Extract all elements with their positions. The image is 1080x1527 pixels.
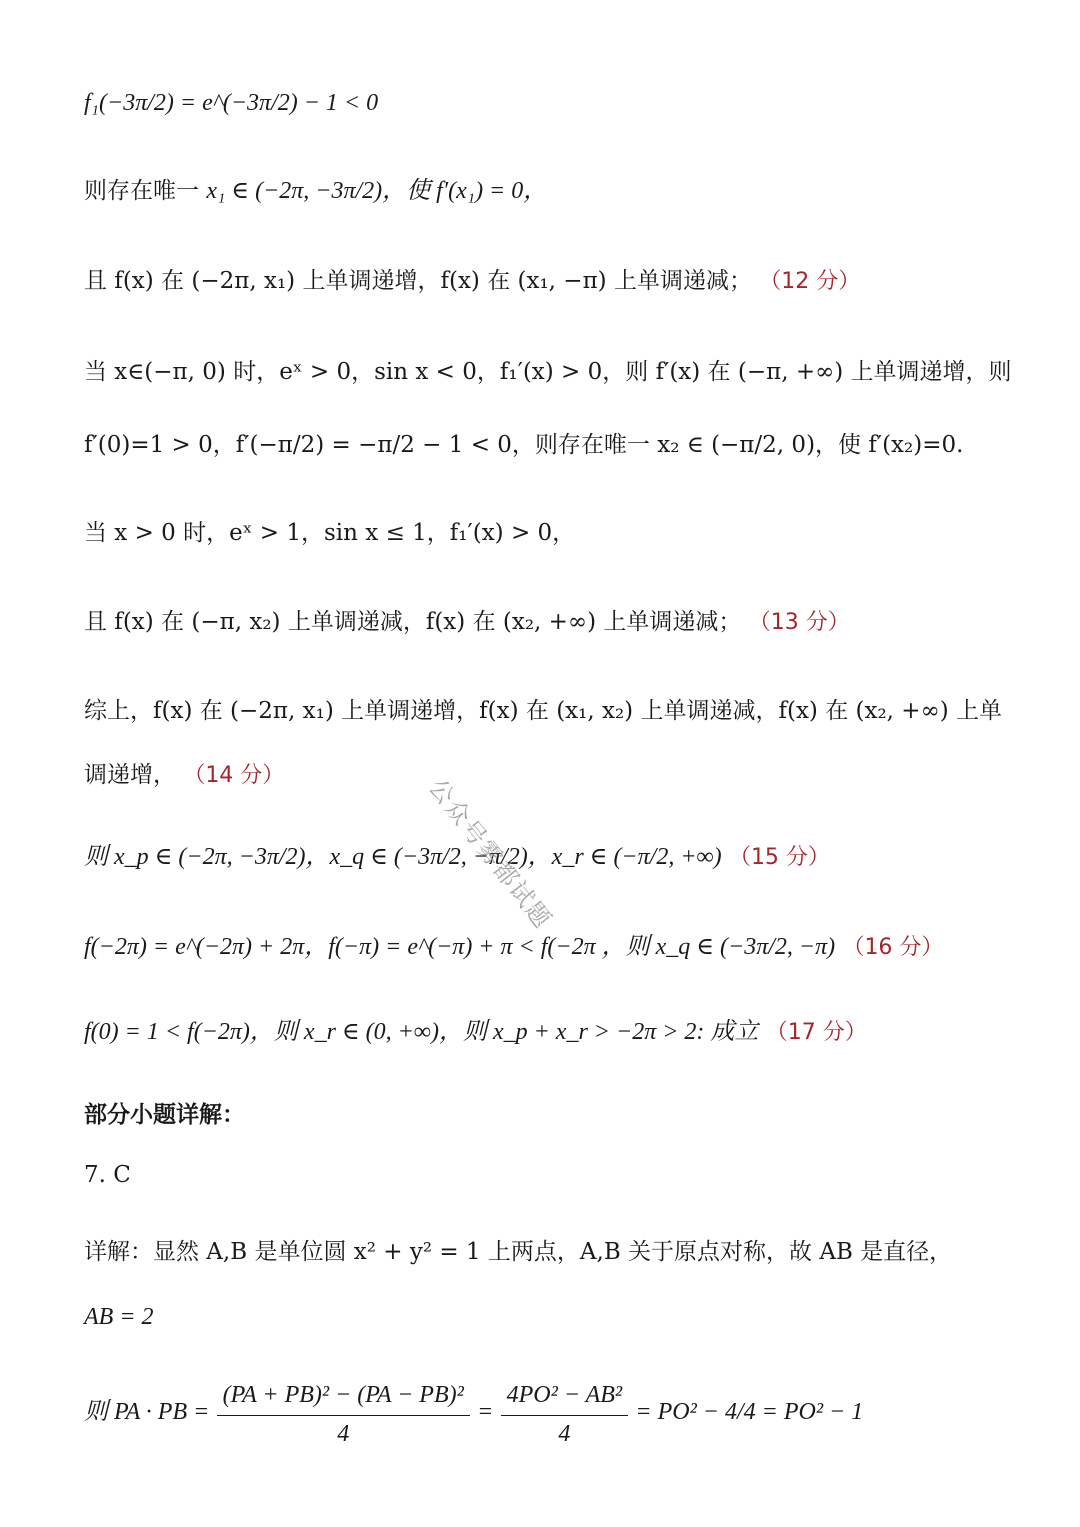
text-line-6: 当 x > 0 时，eˣ > 1，sin x ≤ 1，f₁′(x) > 0，: [84, 520, 576, 546]
text-monotonic-2: 且 f(x) 在 (−π, x₂) 上单调递减，f(x) 在 (x₂, +∞) 上单调递减；: [84, 609, 742, 635]
watermark-text: 公众号雾都试题: [423, 773, 558, 935]
text-line-2: [84, 174, 1040, 208]
text-unique-exists: 则存在唯一: [84, 178, 199, 204]
eq-conclusion: f(0) = 1 < f(−2π)，则 x_r ∈ (0, +∞)，则 x_p + x_r > −2π > 2: 成立: [84, 1019, 759, 1045]
text-line-8: 综上，f(x) 在 (−2π, x₁) 上单调递增，f(x) 在 (x₁, x₂) 上单调递减，f(x) 在 (x₂, +∞) 上单: [84, 698, 1003, 724]
fraction-2-numerator: 4PO² − AB²: [501, 1375, 628, 1416]
fraction-2: [501, 1375, 628, 1452]
text-line-3: [84, 264, 1040, 299]
eq-ab-length: AB = 2: [84, 1304, 154, 1330]
eq-roots-intervals: 则 x_p ∈ (−2π, −3π/2)，x_q ∈ (−3π/2, −π/2)，x_r ∈ (−π/2, +∞): [84, 844, 722, 870]
section-heading: 部分小题详解：: [84, 1101, 245, 1128]
fraction-1-numerator: (PA + PB)² − (PA − PB)²: [217, 1375, 470, 1416]
text-line-12: [84, 1015, 1040, 1050]
score-12: （12 分）: [759, 269, 861, 294]
fraction-1: [217, 1375, 470, 1452]
text-line-11: [84, 930, 1040, 965]
text-line-5: f′(0)=1 > 0，f′(−π/2) = −π/2 − 1 < 0，则存在唯一 x₂ ∈ (−π/2, 0)，使 f′(x₂)=0.: [84, 432, 964, 458]
eq-dot-product-lhs: 则 PA · PB =: [84, 1399, 210, 1425]
text-line-4: 当 x∈(−π, 0) 时，eˣ > 0，sin x < 0，f₁′(x) > 0，则 f′(x) 在 (−π, +∞) 上单调递增，则: [84, 359, 1012, 385]
text-line-7: [84, 605, 1040, 640]
eq-f1-value: f₁(−3π/2) = e^(−3π/2) − 1 < 0: [84, 90, 379, 116]
score-16: （16 分）: [842, 935, 944, 960]
fraction-1-denominator: 4: [337, 1420, 350, 1447]
text-line-10: [84, 840, 1040, 875]
text-line-17: 则 PA · PB = $\frac{\text{(PA + PB)² − (PA − PB)²}}{4}$ = $\frac{\text{4PO² − AB²}}{4}$ = PO² − 4/4 = PO² − 1: [84, 1372, 1040, 1452]
text-line-15: 详解：显然 A,B 是单位圆 x² + y² = 1 上两点，A,B 关于原点对称，故 AB 是直径，: [84, 1239, 953, 1265]
text-line-9: [84, 758, 1040, 793]
question-number: 7. C: [84, 1162, 131, 1188]
text-monotonic-1: 且 f(x) 在 (−2π, x₁) 上单调递增，f(x) 在 (x₁, −π) 上单调递减；: [84, 268, 752, 294]
eq-f-compare: f(−2π) = e^(−2π) + 2π，f(−π) = e^(−π) + π < f(−2π ，则 x_q ∈ (−3π/2, −π): [84, 934, 836, 960]
eq-x1-interval: x₁ ∈ (−2π, −3π/2)，使 f′(x₁) = 0，: [206, 178, 548, 204]
score-14: （14 分）: [183, 763, 285, 788]
score-15: （15 分）: [728, 845, 830, 870]
eq-dot-product-rhs: = PO² − 4/4 = PO² − 1: [635, 1399, 864, 1425]
fraction-2-denominator: 4: [558, 1420, 571, 1447]
score-17: （17 分）: [765, 1020, 867, 1045]
score-13: （13 分）: [748, 610, 850, 635]
text-increasing: 调递增，: [84, 762, 176, 788]
